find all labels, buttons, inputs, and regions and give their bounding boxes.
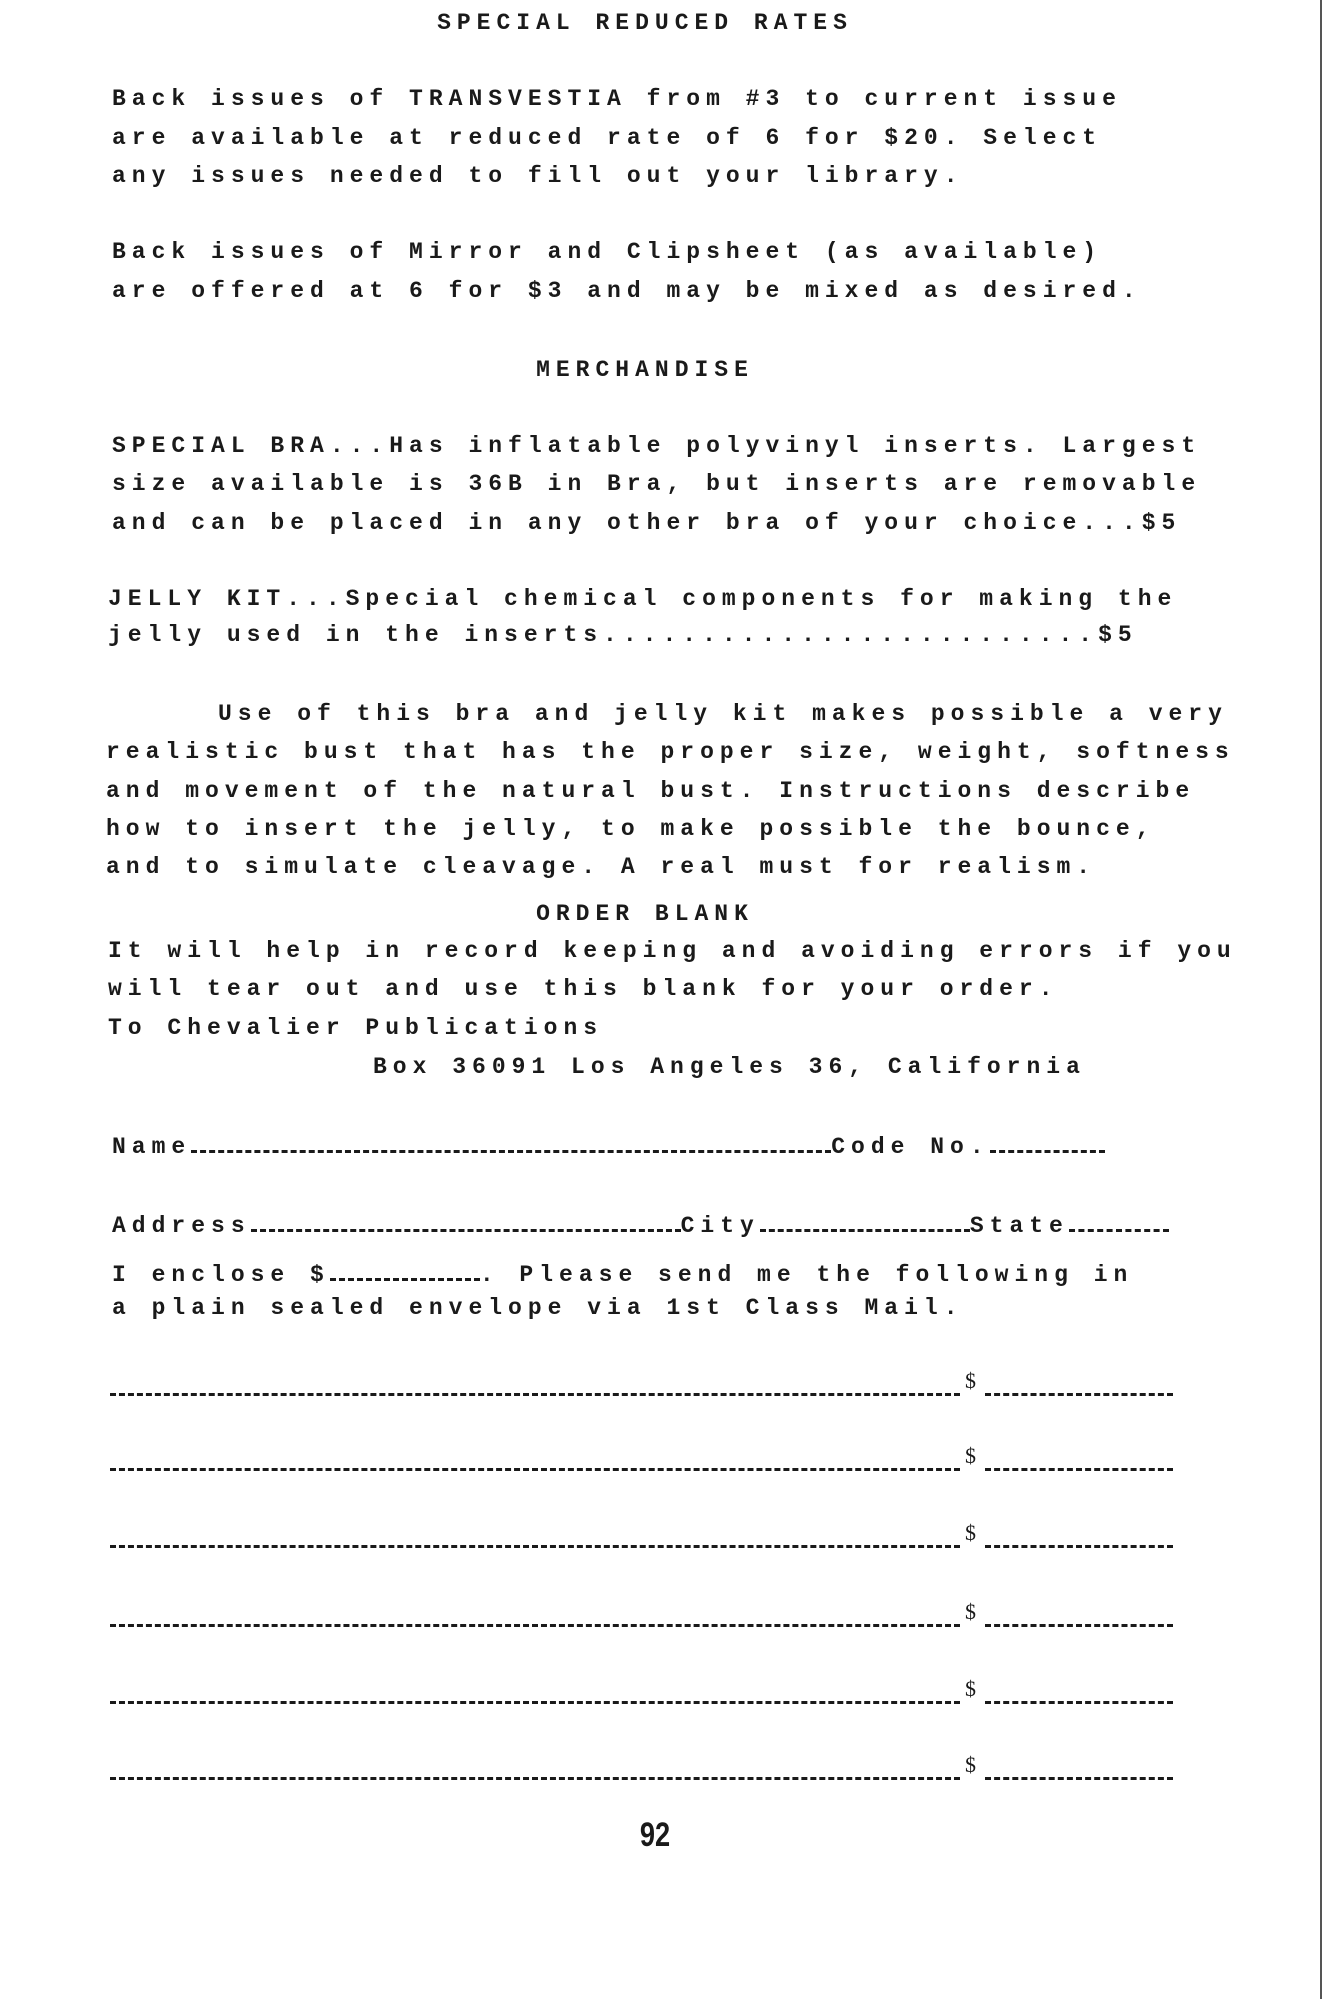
state-field[interactable] [1069, 1207, 1169, 1232]
text-line: and can be placed in any other bra of your choice...$5 [112, 510, 1182, 536]
name-label: Name [112, 1134, 192, 1160]
item-line-6[interactable] [110, 1777, 960, 1780]
enclose-text: . Please send me the following in [479, 1262, 1134, 1288]
name-field[interactable] [191, 1128, 831, 1153]
text-line: It will help in record keeping and avoiding errors if you [108, 938, 1237, 964]
code-field[interactable] [990, 1128, 1105, 1153]
text-line: jelly used in the inserts.........................$5 [108, 622, 1138, 648]
text-line: and to simulate cleavage. A real must for realism. [106, 854, 1097, 880]
text-line: To Chevalier Publications [108, 1015, 604, 1041]
item-line-5[interactable] [110, 1701, 960, 1704]
text-line: are offered at 6 for $3 and may be mixed as desired. [112, 278, 1142, 304]
amount-line-4[interactable] [985, 1624, 1173, 1627]
text-line: are available at reduced rate of 6 for $20. Select [112, 125, 1103, 151]
state-label: State [969, 1213, 1069, 1239]
amount-line-3[interactable] [985, 1545, 1173, 1548]
section-title-order-blank: ORDER BLANK [536, 901, 754, 927]
item-line-3[interactable] [110, 1545, 960, 1548]
address-field[interactable] [251, 1207, 681, 1232]
text-line: any issues needed to fill out your library. [112, 163, 964, 189]
code-label: Code No. [831, 1134, 990, 1160]
text-line: Use of this bra and jelly kit makes possible a very [218, 701, 1228, 727]
item-line-4[interactable] [110, 1624, 960, 1627]
text-line: how to insert the jelly, to make possible the bounce, [106, 816, 1156, 842]
city-field[interactable] [760, 1207, 970, 1232]
name-row [112, 1128, 1105, 1161]
dollar-sign: $ [965, 1368, 976, 1393]
enclose-label: I enclose $ [112, 1262, 330, 1288]
text-line: will tear out and use this blank for your order. [108, 976, 1059, 1002]
address-label: Address [112, 1213, 251, 1239]
section-title-merchandise: MERCHANDISE [536, 357, 754, 383]
page-number: 92 [639, 1816, 671, 1854]
dollar-sign: $ [965, 1443, 976, 1468]
text-line: Back issues of TRANSVESTIA from #3 to current issue [112, 86, 1122, 112]
text-line: realistic bust that has the proper size, weight, softness [106, 739, 1235, 765]
amount-line-5[interactable] [985, 1701, 1173, 1704]
dollar-sign: $ [965, 1752, 976, 1777]
dollar-sign: $ [965, 1520, 976, 1545]
item-line-2[interactable] [110, 1468, 960, 1471]
text-line: Back issues of Mirror and Clipsheet (as available) [112, 239, 1103, 265]
text-line: SPECIAL BRA...Has inflatable polyvinyl inserts. Largest [112, 433, 1202, 459]
amount-line-2[interactable] [985, 1468, 1173, 1471]
amount-line-6[interactable] [985, 1777, 1173, 1780]
amount-line-1[interactable] [985, 1393, 1173, 1396]
enclose-row [112, 1256, 1133, 1289]
text-line: JELLY KIT...Special chemical components for making the [108, 586, 1178, 612]
text-line: size available is 36B in Bra, but inserts are removable [112, 471, 1202, 497]
enclose-amount-field[interactable] [330, 1256, 480, 1281]
dollar-sign: $ [965, 1676, 976, 1701]
address-row [112, 1207, 1169, 1240]
text-line: and movement of the natural bust. Instructions describe [106, 778, 1196, 804]
dollar-sign: $ [965, 1599, 976, 1624]
city-label: City [680, 1213, 760, 1239]
section-title-rates: SPECIAL REDUCED RATES [437, 10, 853, 36]
text-line: a plain sealed envelope via 1st Class Mail. [112, 1295, 964, 1321]
mailing-address: Box 36091 Los Angeles 36, California [373, 1054, 1086, 1080]
item-line-1[interactable] [110, 1393, 960, 1396]
